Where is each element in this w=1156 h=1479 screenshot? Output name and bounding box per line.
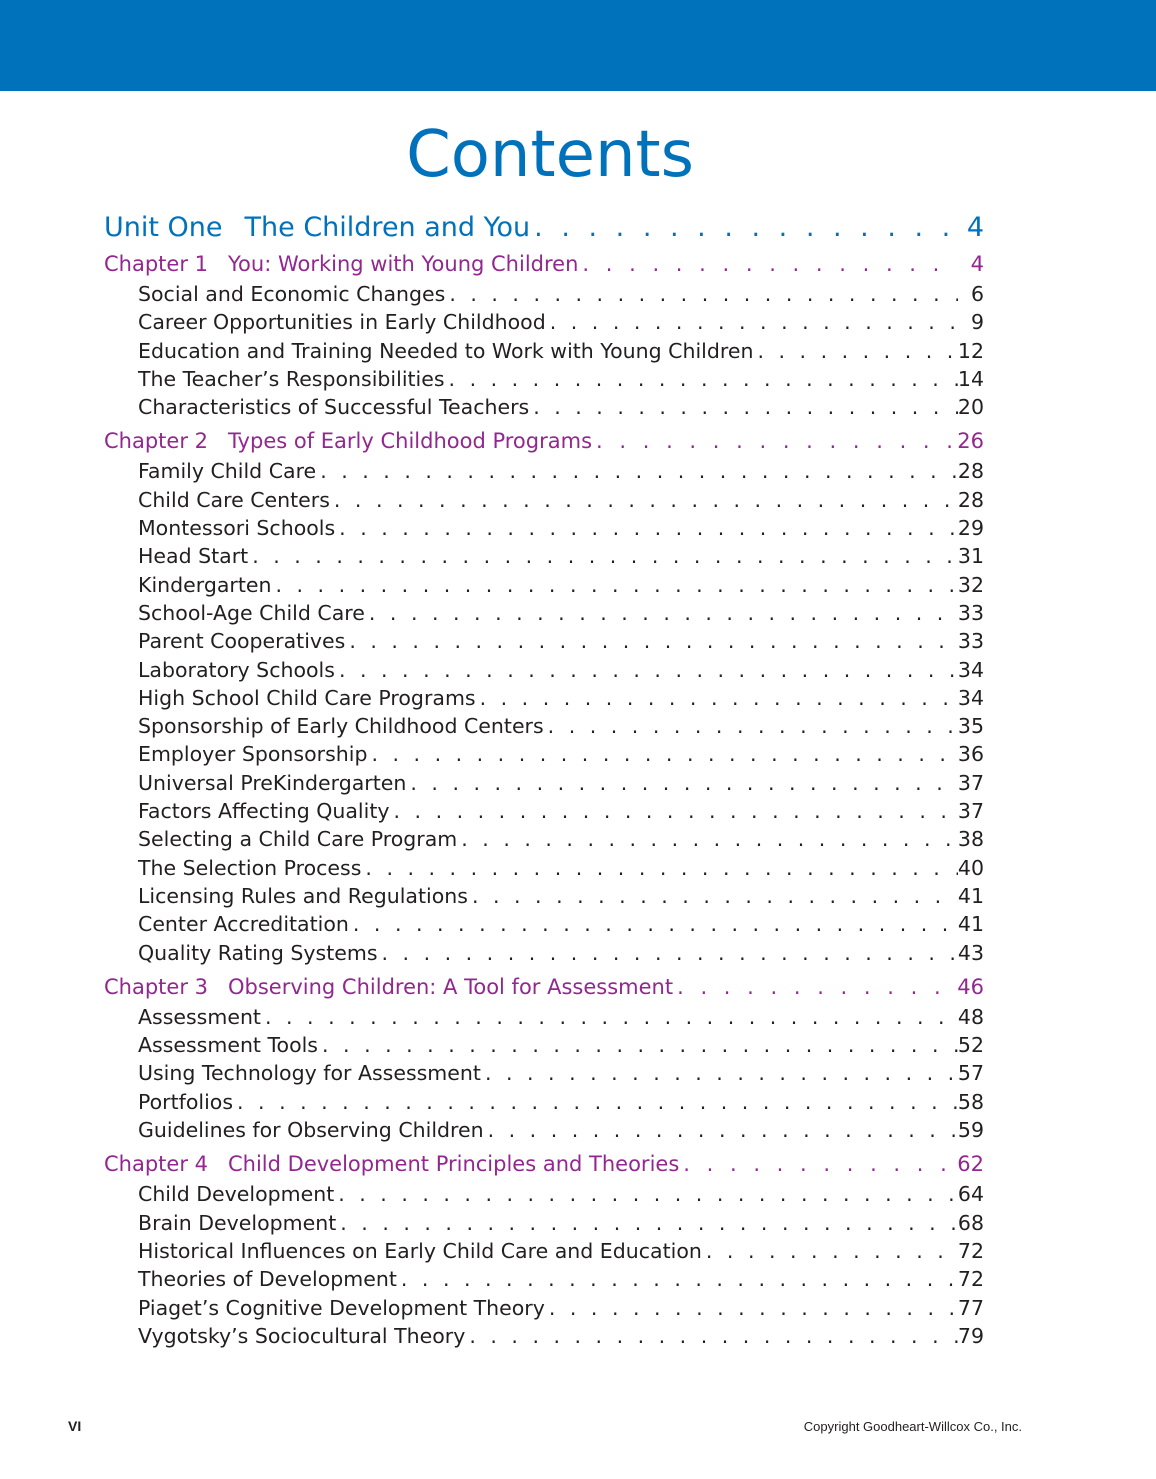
section-page: 48 xyxy=(957,1004,984,1029)
section-title: Selecting a Child Care Program xyxy=(138,827,458,852)
copyright-notice: Copyright Goodheart-Willcox Co., Inc. xyxy=(803,1419,1022,1434)
section-entry[interactable] xyxy=(104,884,984,912)
section-entry[interactable] xyxy=(104,1033,984,1061)
section-page: 41 xyxy=(957,883,984,908)
section-entry[interactable] xyxy=(104,1118,984,1146)
section-entry[interactable] xyxy=(104,601,984,629)
section-title: Historical Influences on Early Child Care and Education xyxy=(138,1238,702,1263)
dot-leader xyxy=(271,573,957,597)
section-entry[interactable] xyxy=(104,1005,984,1033)
section-entry[interactable] xyxy=(104,742,984,770)
dot-leader xyxy=(546,310,958,334)
section-title: Kindergarten xyxy=(138,572,272,597)
dot-leader xyxy=(233,1090,958,1114)
dot-leader xyxy=(336,1211,958,1235)
chapter-page: 46 xyxy=(957,974,984,999)
section-page: 32 xyxy=(957,572,984,597)
section-entry[interactable] xyxy=(104,912,984,940)
section-title: Assessment xyxy=(138,1004,261,1029)
dot-leader xyxy=(318,1033,958,1057)
section-entry[interactable] xyxy=(104,339,984,367)
section-page: 12 xyxy=(957,338,984,363)
section-page: 72 xyxy=(957,1238,984,1263)
dot-leader xyxy=(544,714,958,738)
chapter-title: Observing Children: A Tool for Assessment xyxy=(228,974,674,999)
dot-leader xyxy=(406,771,958,795)
dot-leader xyxy=(397,1267,958,1291)
section-entry[interactable] xyxy=(104,310,984,338)
chapter-entry[interactable] xyxy=(104,975,984,1005)
section-entry[interactable] xyxy=(104,488,984,516)
dot-leader xyxy=(702,1239,958,1263)
dot-leader xyxy=(365,601,958,625)
unit-page: 4 xyxy=(966,212,984,243)
dot-leader xyxy=(349,912,958,936)
dot-leader xyxy=(679,1152,957,1176)
section-title: Social and Economic Changes xyxy=(138,282,446,306)
section-title: Vygotsky’s Sociocultural Theory xyxy=(138,1323,466,1348)
section-entry[interactable] xyxy=(104,1182,984,1210)
section-entry[interactable] xyxy=(104,1090,984,1118)
chapter-block xyxy=(104,252,984,423)
section-page: 41 xyxy=(957,912,984,937)
section-title: School-Age Child Care xyxy=(138,600,365,625)
section-page: 52 xyxy=(957,1033,984,1058)
section-entry[interactable] xyxy=(104,573,984,601)
section-page: 28 xyxy=(957,459,984,484)
dot-leader xyxy=(445,367,958,391)
section-page: 64 xyxy=(957,1182,984,1207)
dot-leader xyxy=(457,827,958,851)
dot-leader xyxy=(261,1005,958,1029)
dot-leader xyxy=(378,941,958,965)
chapter-label xyxy=(104,252,578,276)
section-page: 14 xyxy=(957,366,984,391)
section-page: 36 xyxy=(957,742,984,767)
unit-number: Unit One xyxy=(104,212,223,243)
chapter-page: 62 xyxy=(957,1152,984,1177)
section-title: Quality Rating Systems xyxy=(138,940,378,965)
section-title: Characteristics of Successful Teachers xyxy=(138,395,530,420)
section-page: 29 xyxy=(957,516,984,541)
unit-entry[interactable] xyxy=(104,212,984,250)
unit-label xyxy=(104,212,530,243)
chapter-label xyxy=(104,429,592,453)
unit-title: The Children and You xyxy=(244,212,531,243)
chapter-label xyxy=(104,1152,679,1176)
dot-leader xyxy=(476,686,958,710)
section-page: 35 xyxy=(957,714,984,739)
chapter-number: Chapter 3 xyxy=(104,974,208,999)
dot-leader xyxy=(545,1296,958,1320)
dot-leader xyxy=(592,429,957,453)
dot-leader xyxy=(367,742,957,766)
section-title: Theories of Development xyxy=(138,1267,397,1292)
dot-leader xyxy=(335,658,958,682)
section-page: 59 xyxy=(957,1118,984,1143)
section-entry[interactable] xyxy=(104,1211,984,1239)
section-title: Center Accreditation xyxy=(138,912,349,937)
section-title: Using Technology for Assessment xyxy=(138,1061,481,1086)
section-title: Child Development xyxy=(138,1182,335,1207)
section-entry[interactable] xyxy=(104,686,984,714)
section-entry[interactable] xyxy=(104,658,984,686)
section-page: 34 xyxy=(957,685,984,710)
section-page: 33 xyxy=(957,600,984,625)
section-title: Factors Affecting Quality xyxy=(138,799,390,824)
section-page: 33 xyxy=(957,629,984,654)
section-page: 37 xyxy=(957,799,984,824)
chapter-block xyxy=(104,1152,984,1352)
section-entry[interactable] xyxy=(104,629,984,657)
chapter-block xyxy=(104,975,984,1146)
section-title: Career Opportunities in Early Childhood xyxy=(138,310,546,335)
section-entry[interactable] xyxy=(104,856,984,884)
section-entry[interactable] xyxy=(104,282,984,310)
section-page: 58 xyxy=(957,1089,984,1114)
section-entry[interactable] xyxy=(104,1267,984,1295)
chapter-entry[interactable] xyxy=(104,252,984,282)
section-title: Child Care Centers xyxy=(138,487,330,512)
chapter-page: 26 xyxy=(957,429,984,454)
section-entry[interactable] xyxy=(104,367,984,395)
dot-leader xyxy=(578,252,958,276)
section-title: Family Child Care xyxy=(138,459,317,484)
section-title: Piaget’s Cognitive Development Theory xyxy=(138,1295,545,1320)
section-entry[interactable] xyxy=(104,799,984,827)
table-of-contents xyxy=(104,212,984,1352)
section-title: Employer Sponsorship xyxy=(138,742,368,767)
section-title: Montessori Schools xyxy=(138,516,336,541)
dot-leader xyxy=(530,212,958,243)
chapter-entry[interactable] xyxy=(104,1152,984,1182)
dot-leader xyxy=(334,1182,958,1206)
dot-leader xyxy=(361,856,958,880)
section-page: 77 xyxy=(957,1295,984,1320)
dot-leader xyxy=(465,1324,958,1348)
section-title: High School Child Care Programs xyxy=(138,685,476,710)
page-title: Contents xyxy=(406,118,694,192)
chapter-number: Chapter 2 xyxy=(104,429,208,454)
dot-leader xyxy=(468,884,958,908)
section-page: 38 xyxy=(957,827,984,852)
dot-leader xyxy=(445,282,958,306)
section-page: 40 xyxy=(957,855,984,880)
section-page: 9 xyxy=(970,310,984,335)
chapter-number: Chapter 1 xyxy=(104,252,208,276)
section-title: The Teacher’s Responsibilities xyxy=(138,366,445,391)
section-page: 34 xyxy=(957,657,984,682)
section-title: Licensing Rules and Regulations xyxy=(138,883,468,908)
dot-leader xyxy=(673,975,957,999)
section-entry[interactable] xyxy=(104,1324,984,1352)
dot-leader xyxy=(390,799,958,823)
section-title: The Selection Process xyxy=(138,855,362,880)
chapter-list xyxy=(104,252,984,1352)
dot-leader xyxy=(481,1061,958,1085)
section-entry[interactable] xyxy=(104,459,984,487)
dot-leader xyxy=(316,459,958,483)
dot-leader xyxy=(345,629,958,653)
top-color-band xyxy=(0,0,1156,91)
section-title: Portfolios xyxy=(138,1089,234,1114)
section-entry[interactable] xyxy=(104,941,984,969)
chapter-label xyxy=(104,975,673,999)
dot-leader xyxy=(753,339,957,363)
chapter-entry[interactable] xyxy=(104,429,984,459)
dot-leader xyxy=(335,516,958,540)
section-title: Sponsorship of Early Childhood Centers xyxy=(138,714,544,739)
section-entry[interactable] xyxy=(104,516,984,544)
section-title: Guidelines for Observing Children xyxy=(138,1118,484,1143)
section-entry[interactable] xyxy=(104,771,984,799)
section-entry[interactable] xyxy=(104,544,984,572)
section-page: 57 xyxy=(957,1061,984,1086)
section-title: Assessment Tools xyxy=(138,1033,318,1058)
section-entry[interactable] xyxy=(104,1239,984,1267)
page-number: VI xyxy=(68,1418,82,1434)
chapter-block xyxy=(104,429,984,968)
chapter-title: Types of Early Childhood Programs xyxy=(228,429,593,454)
section-page: 6 xyxy=(970,282,984,306)
section-entry[interactable] xyxy=(104,395,984,423)
section-entry[interactable] xyxy=(104,714,984,742)
dot-leader xyxy=(529,395,958,419)
section-page: 28 xyxy=(957,487,984,512)
section-title: Universal PreKindergarten xyxy=(138,770,407,795)
chapter-title: Child Development Principles and Theories xyxy=(228,1152,680,1177)
chapter-page: 4 xyxy=(970,252,984,276)
section-page: 79 xyxy=(957,1323,984,1348)
section-title: Education and Training Needed to Work with Young Children xyxy=(138,338,754,363)
dot-leader xyxy=(248,544,958,568)
dot-leader xyxy=(330,488,958,512)
section-entry[interactable] xyxy=(104,827,984,855)
section-entry[interactable] xyxy=(104,1296,984,1324)
section-title: Parent Cooperatives xyxy=(138,629,346,654)
section-entry[interactable] xyxy=(104,1061,984,1089)
dot-leader xyxy=(484,1118,958,1142)
section-page: 31 xyxy=(957,544,984,569)
section-page: 72 xyxy=(957,1267,984,1292)
section-page: 43 xyxy=(957,940,984,965)
section-page: 37 xyxy=(957,770,984,795)
chapter-title: You: Working with Young Children xyxy=(228,252,579,276)
section-page: 68 xyxy=(957,1210,984,1235)
section-title: Head Start xyxy=(138,544,249,569)
chapter-number: Chapter 4 xyxy=(104,1152,208,1177)
section-title: Brain Development xyxy=(138,1210,337,1235)
section-page: 20 xyxy=(957,395,984,420)
section-title: Laboratory Schools xyxy=(138,657,335,682)
